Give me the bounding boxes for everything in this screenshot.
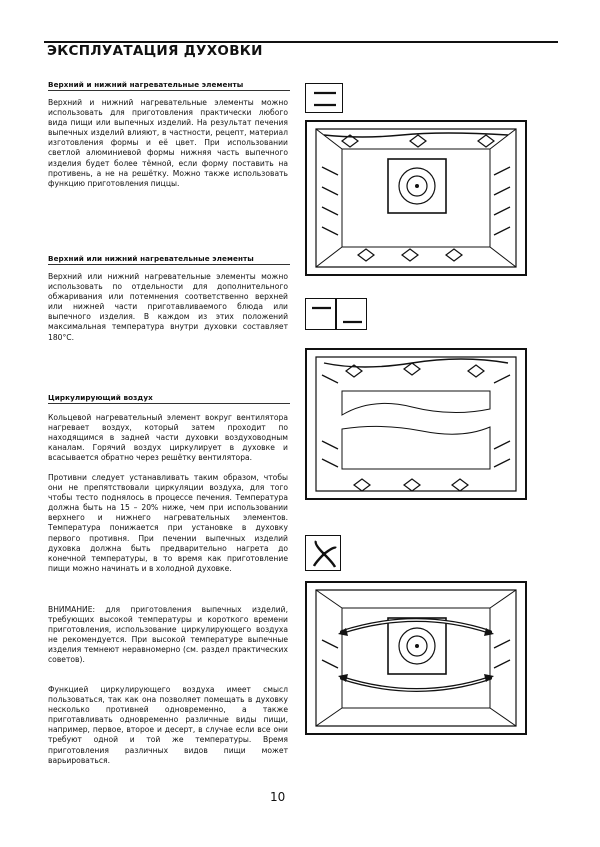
section-paragraph: Верхний или нижний нагревательные элементы можно использовать по отдельности для дополнительного обжаривания или потемнения соответственно верхней или нижней части приготавливаемого блюда или выпечного изделия. В каждом из этих положений максимальная температура внутри духовки составляет 180°С. (48, 272, 288, 342)
section-paragraph: Противни следует устанавливать таким образом, чтобы они не препятствовали циркуляции воздуха, для того чтобы тесто поднялось в процессе печения. Температура должна быть на 15 – 20% ниже, чем при использовании верхнего и нижнего нагревательных элементов. Температура понижается при установке в духовку первого противня. При печении выпечных изделий духовка должна быть предварительно нагрета до конечной температуры, в то время как приготовление пищи можно начинать и в холодной духовке. (48, 473, 288, 573)
fan-icon (305, 535, 341, 571)
section-paragraph: Кольцевой нагревательный элемент вокруг вентилятора нагревает воздух, который затем проходит по находящимся в задней части духовки воздуховодным каналам. Горячий воздух циркулирует в духовке и всасывается обратно через решётку вентилятора. (48, 413, 288, 463)
section-heading-fan: Циркулирующий воздух (48, 393, 153, 402)
section-heading-top-or-bottom: Верхний или нижний нагревательные элементы (48, 254, 254, 263)
top-bottom-heat-icon (305, 83, 343, 113)
oven-diagram-top-or-bottom (302, 345, 530, 505)
heading-underline (48, 90, 290, 91)
bottom-heat-icon (336, 298, 367, 330)
page-number: 10 (270, 790, 286, 804)
section-heading-top-bottom: Верхний и нижний нагревательные элементы (48, 80, 244, 89)
heading-underline (48, 264, 290, 265)
oven-diagram-top-bottom (302, 115, 530, 283)
page-title: ЭКСПЛУАТАЦИЯ ДУХОВКИ (47, 43, 263, 59)
section-paragraph: Функцией циркулирующего воздуха имеет смысл пользоваться, так как она позволяет помещать в духовку несколько противней одновременно, а также приготавливать одновременно различные виды пищи, например, первое, второе и десерт, в случае если все они требуют одной и той же температуры. Время приготовления различных видов пищи может варьироваться. (48, 685, 288, 765)
section-paragraph: Верхний и нижний нагревательные элементы можно использовать для приготовления практически любого вида пищи или выпечных изделий. На результат печения выпечных изделий влияют, в частности, рецепт, материал изготовления формы и её цвет. При использовании светлой алюминиевой формы нижняя часть выпечного изделия будет более тёмной, если форму поставить на противень, а не на решётку. Можно также использовать функцию приготовления пиццы. (48, 98, 288, 188)
oven-diagram-fan (302, 578, 530, 740)
top-heat-icon (305, 298, 336, 330)
heading-underline (48, 403, 290, 404)
section-paragraph: ВНИМАНИЕ: для приготовления выпечных изделий, требующих высокой температуры и короткого времени приготовления, использование циркулирующего воздуха не рекомендуется. При высокой температуре выпечные изделия темнеют неравномерно (см. раздел практических советов). (48, 605, 288, 665)
